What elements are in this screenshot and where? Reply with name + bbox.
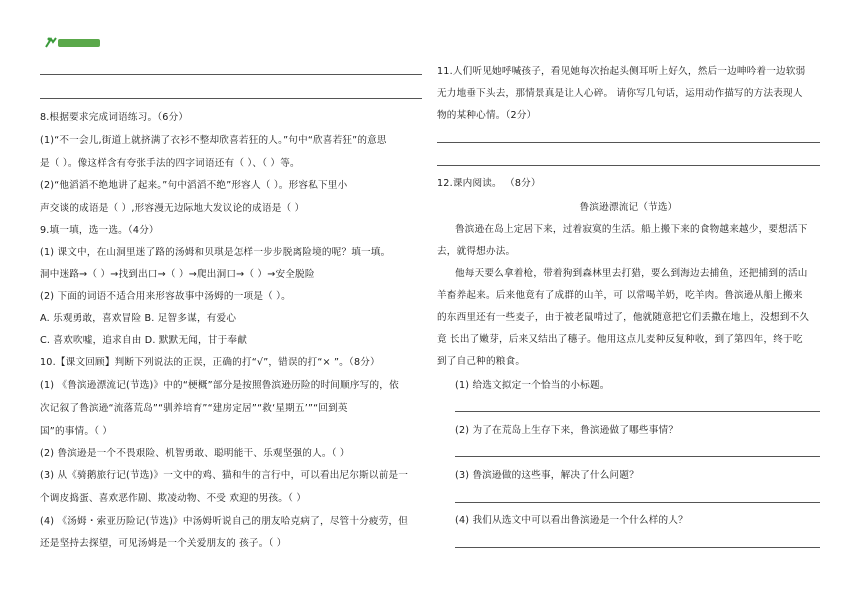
q9-1-line1: (1) 课文中，在山洞里迷了路的汤姆和贝琪是怎样一步步脱离险境的呢？填一填。	[40, 247, 391, 258]
q9-option-ab: A. 乐观勇敢，喜欢冒险 B. 足智多谋，有爱心	[40, 313, 237, 324]
q10-1-line3: 国”的事情。（ ）	[40, 426, 113, 437]
sub-question-3: (3) 鲁滨逊做的这些事，解决了什么问题？	[455, 470, 639, 481]
answer-line	[455, 456, 820, 457]
answer-line	[455, 547, 820, 548]
answer-line	[455, 411, 820, 412]
q10-title: 10.【课文回顾】判断下列说法的正误，正确的打“√”，错误的打“× ”。（8分）	[40, 357, 380, 368]
passage-title: 鲁滨逊漂流记（节选）	[579, 202, 678, 213]
q10-4-line1: (4) 《汤姆・索亚历险记(节选)》中汤姆听说自己的朋友哈克病了，尽管十分疲劳，但	[40, 516, 409, 527]
q10-1-line2: 次记叙了鲁滨逊“流落荒岛”“驯养培育”“建房定居”“救‘星期五’”“回到英	[40, 403, 348, 414]
q10-1-line1: (1) 《鲁滨逊漂流记(节选)》中的“梗概”部分是按照鲁滨逊历险的时间顺序写的，依	[40, 380, 399, 391]
q8-1-line2: 是（ ）。像这样含有夸张手法的四字词语还有（ ）、（ ）等。	[40, 158, 300, 169]
answer-line	[437, 142, 820, 143]
passage-p2-line1: 他每天要么拿着枪，带着狗到森林里去打猎，要么到海边去捕鱼，还把捕到的活山	[455, 268, 808, 279]
passage-p2-line3: 的东西里还有一些麦子，由于被老鼠啃过了，他就随意把它们丢撒在地上，没想到不久	[437, 312, 810, 323]
q9-option-cd: C. 喜欢吹嘘，追求自由 D. 默默无闻，甘于奉献	[40, 335, 248, 346]
q10-3-line2: 个调皮捣蛋、喜欢恶作剧、欺凌动物、不受 欢迎的男孩。（ ）	[40, 493, 307, 504]
q11-line2: 无力地垂下头去，那情景真是让人心碎。 请你写几句话，运用动作描写的方法表现人	[437, 88, 803, 99]
q8-title: 8.根据要求完成词语练习。（6分）	[40, 112, 189, 123]
q8-2-line1: (2)“他滔滔不绝地讲了起来。”句中滔滔不绝”形容人（ ）。形容私下里小	[40, 180, 348, 191]
q11-line1: 11.人们听见她呼喊孩子，看见她每次抬起头侧耳听上好久，然后一边呻吟着一边软弱	[437, 66, 806, 77]
answer-line	[40, 74, 422, 75]
logo	[44, 36, 102, 50]
q10-2: (2) 鲁滨逊是一个不畏艰险、机智勇敢、聪明能干、乐观坚强的人。（ ）	[40, 448, 350, 459]
passage-p2-line2: 羊畜养起来。后来他竟有了成群的山羊，可 以常喝羊奶，吃羊肉。鲁滨逊从船上搬来	[437, 290, 803, 301]
answer-line	[455, 502, 820, 503]
passage-p2-line4: 竟 长出了嫩芽，后来又结出了穗子。他用这点儿麦种反复种收，到了第四年，终于吃	[437, 334, 803, 345]
q12-title: 12.课内阅读。 （8分）	[437, 178, 541, 189]
answer-line	[437, 165, 820, 166]
q9-title: 9.填一填，选一选。（4分）	[40, 225, 159, 236]
passage-p1-line1: 鲁滨逊在岛上定居下来，过着寂寞的生活。船上搬下来的食物越来越少，要想活下	[455, 224, 808, 235]
q11-line3: 物的某种心情。（2分）	[437, 110, 537, 121]
q10-3-line1: (3) 从《骑鹅旅行记(节选)》一文中的鸡、猫和牛的言行中，可以看出尼尔斯以前是一	[40, 470, 409, 481]
q10-4-line2: 还是坚持去探望，可见汤姆是一个关爱朋友的 孩子。（ ）	[40, 538, 287, 549]
q9-2: (2) 下面的词语不适合用来形容故事中汤姆的一项是（ ）。	[40, 291, 291, 302]
passage-p2-line5: 到了自己种的粮食。	[437, 356, 526, 367]
logo-icon	[44, 36, 102, 50]
passage-p1-line2: 去，就得想办法。	[437, 246, 516, 257]
sub-question-2: (2) 为了在荒岛上生存下来，鲁滨逊做了哪些事情？	[455, 425, 679, 436]
q8-1-line1: (1)“不一会儿,街道上就挤满了衣衫不整却欣喜若狂的人。”句中“欣喜若狂”的意思	[40, 135, 387, 146]
answer-line	[40, 98, 422, 99]
q8-2-line2: 声交谈的成语是（ ）,形容漫无边际地大发议论的成语是（ ）	[40, 203, 305, 214]
sub-question-4: (4) 我们从选文中可以看出鲁滨逊是一个什么样的人？	[455, 515, 688, 526]
q9-1-line2: 洞中迷路→（ ）→找到出口→（ ）→爬出洞口→（ ）→安全脱险	[40, 269, 315, 280]
sub-question-1: (1) 给选文拟定一个恰当的小标题。	[455, 380, 610, 391]
